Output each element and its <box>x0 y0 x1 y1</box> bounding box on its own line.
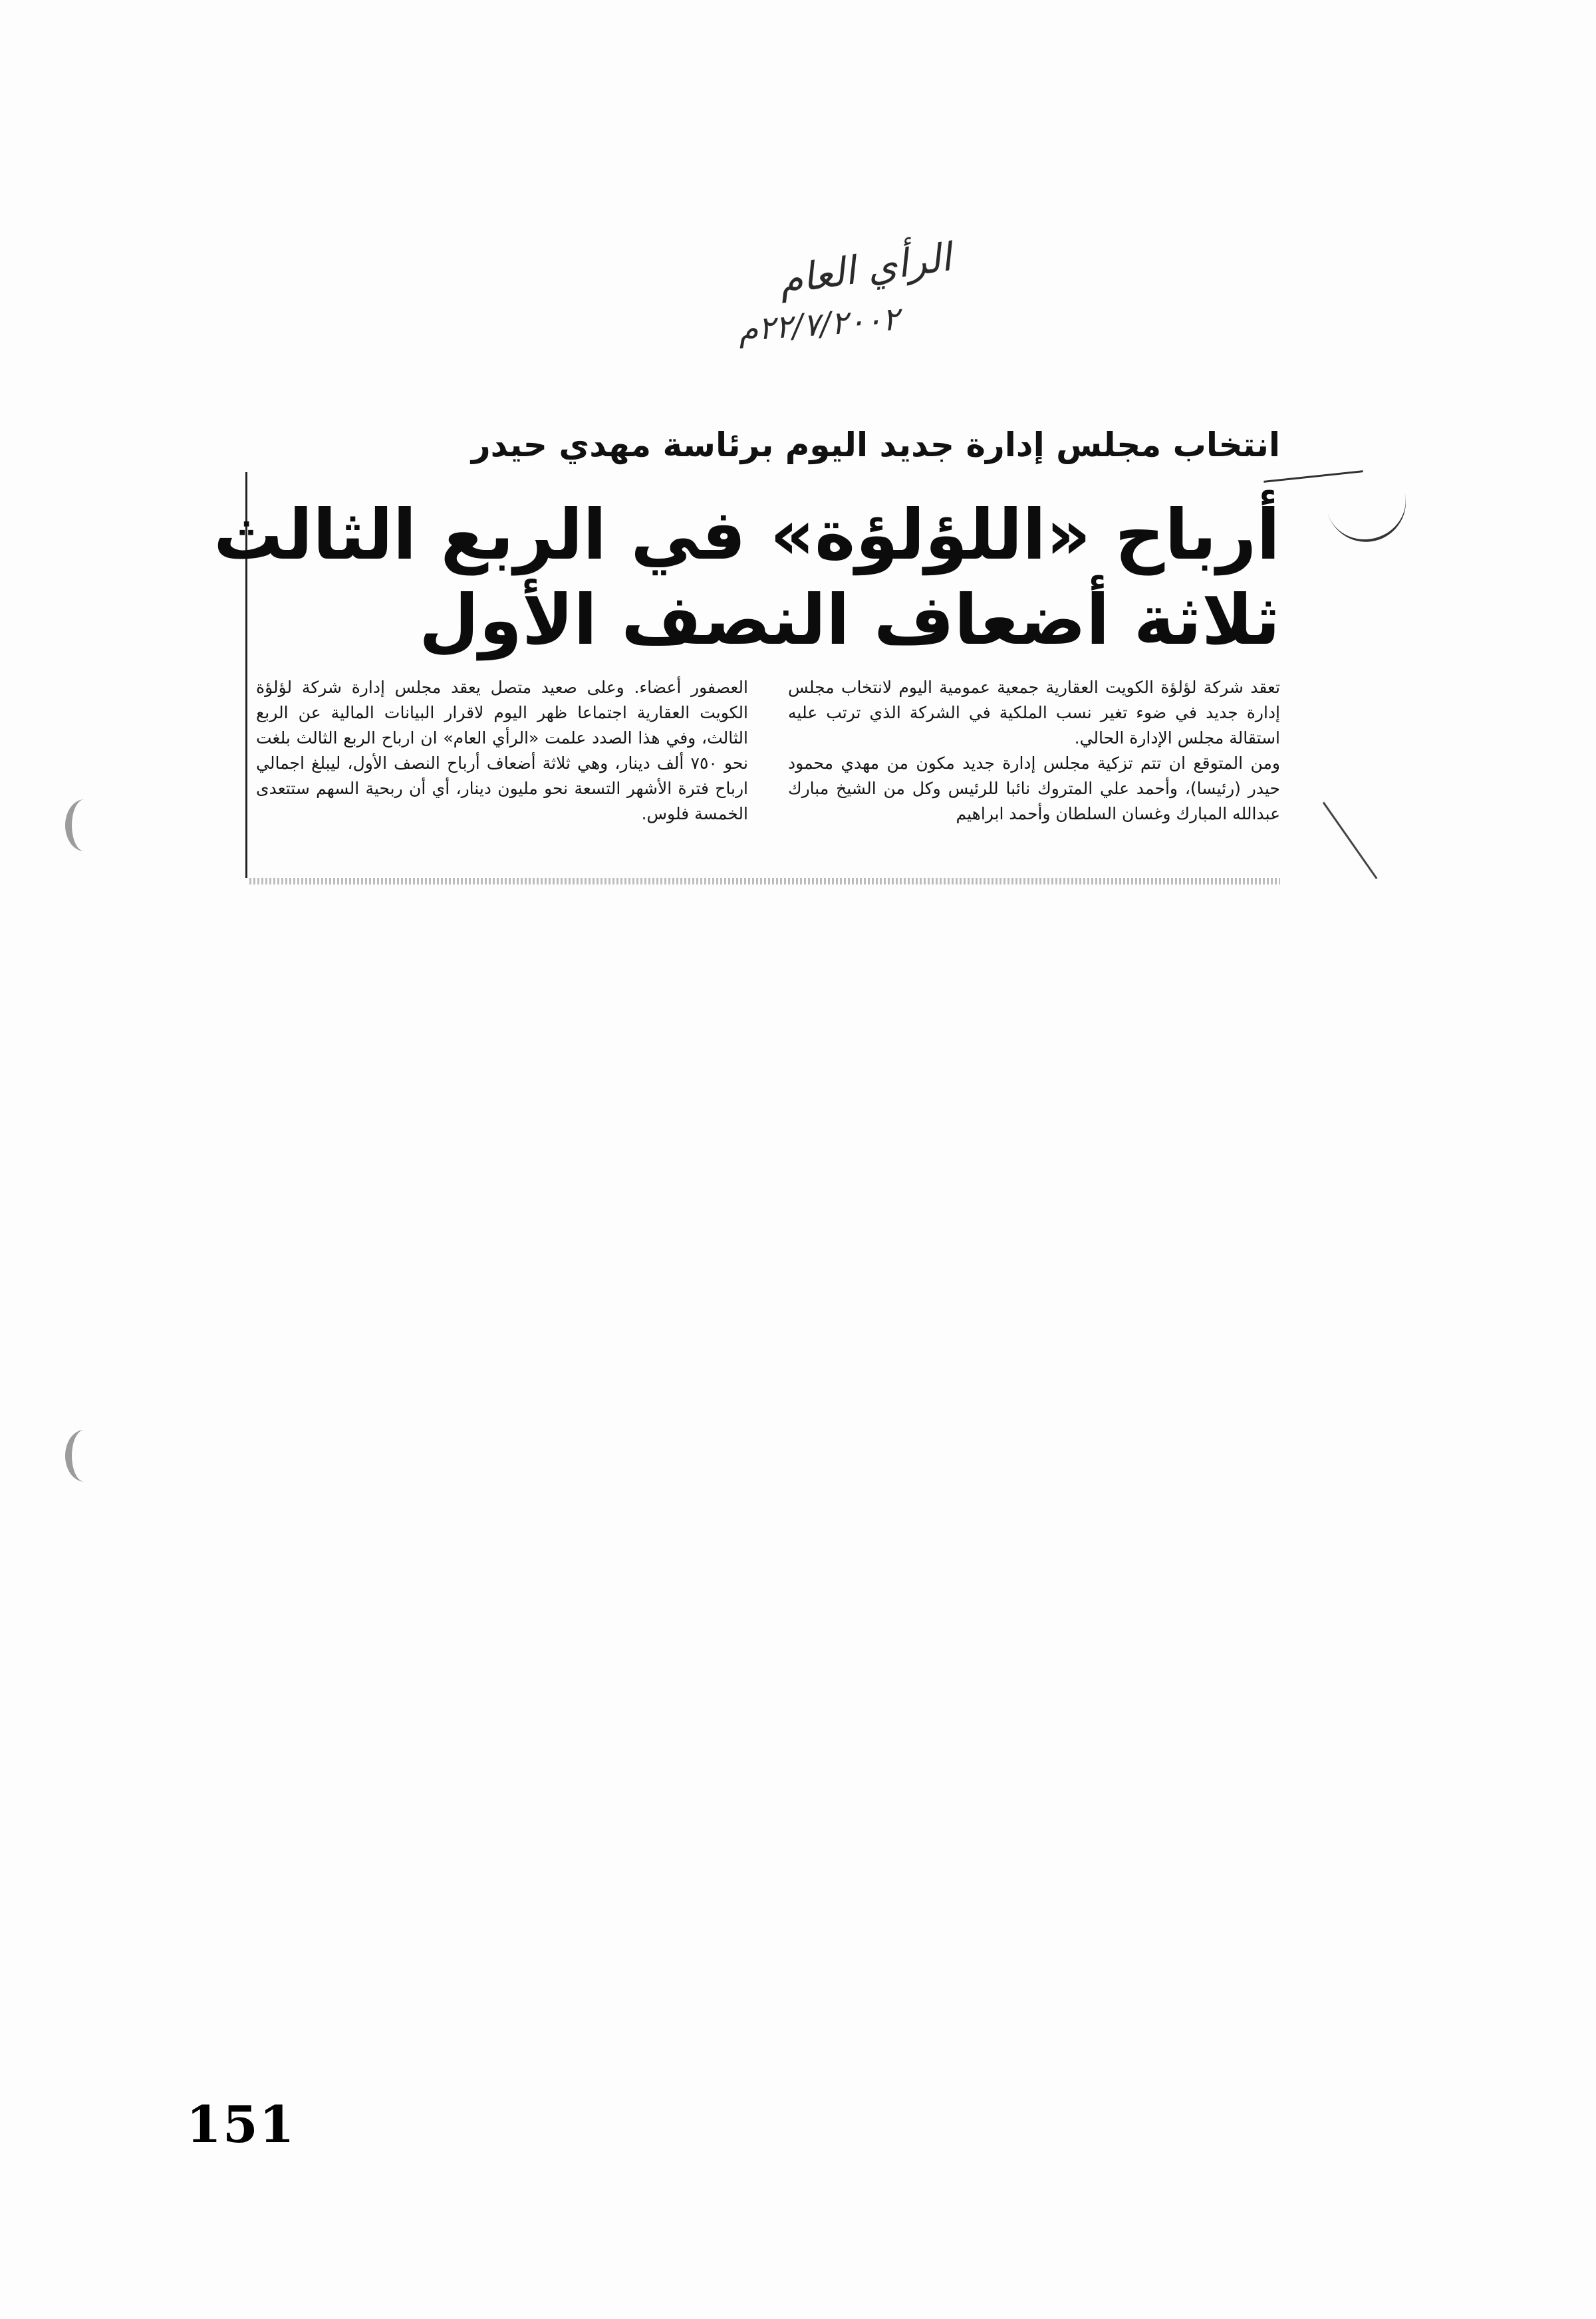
handwritten-source-note <box>698 234 978 372</box>
handwritten-newspaper-name: الرأي العام <box>775 234 954 303</box>
handwritten-date: ٢٢/٧/٢٠٠٢م <box>737 300 901 349</box>
newspaper-clipping <box>213 412 1280 891</box>
pen-slash <box>1323 802 1378 879</box>
binder-hole <box>65 1430 104 1482</box>
paragraph: تعقد شركة لؤلؤة الكويت العقارية جمعية عمومية اليوم لانتخاب مجلس إدارة جديد في ضوء تغير نسب الملكية في الشركة الذي ترتب عليه استقالة مجلس الإدارة الحالي. <box>788 678 1280 748</box>
article-body <box>249 675 1280 875</box>
article-kicker: انتخاب مجلس إدارة جديد اليوم برئاسة مهدي حيدر <box>471 426 1280 464</box>
paragraph: العصفور أعضاء. وعلى صعيد متصل يعقد مجلس إدارة شركة لؤلؤة الكويت العقارية اجتماعا ظهر اليوم لاقرار البيانات المالية عن الربع الثالث، وفي هذا الصدد علمت «الرأي العام» ان ارباح الربع الثالث بلغت نحو ٧٥٠ ألف دينار، وهي ثلاثة أضعاف أرباح النصف الأول، ليبلغ اجمالي ارباح فترة الأشهر التسعة نحو مليون دينار، أي أن ربحية السهم ستتعدى الخمسة فلوس. <box>256 678 748 823</box>
headline-line-1: أرباح «اللؤلؤة» في الربع الثالث <box>213 494 1280 575</box>
headline-line-2: ثلاثة أضعاف النصف الأول <box>419 579 1280 660</box>
binder-hole <box>65 799 104 851</box>
paragraph: ومن المتوقع ان تتم تزكية مجلس إدارة جديد مكون من مهدي محمود حيدر (رئيسا)، وأحمد علي المتروك نائبا للرئيس وكل من الشيخ مبارك عبدالله المبارك وغسان السلطان وأحمد ابراهيم <box>788 753 1280 823</box>
clipping-bottom-edge <box>249 878 1280 885</box>
pen-checkmark <box>1325 483 1414 551</box>
article-column-right <box>788 675 1280 827</box>
article-headline <box>213 492 1280 662</box>
page-number: 151 <box>186 2095 296 2154</box>
article-column-left <box>256 675 748 827</box>
